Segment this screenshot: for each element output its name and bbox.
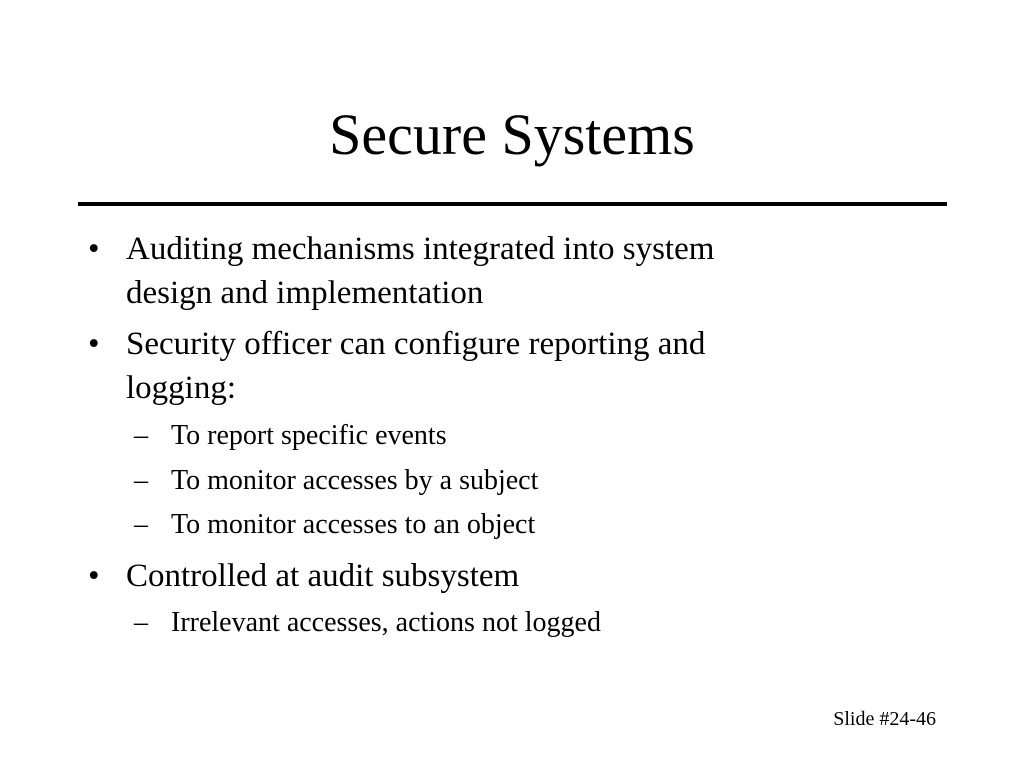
dash-marker: – (134, 465, 148, 496)
dash-marker: – (134, 420, 148, 451)
sub-item-text: To monitor accesses to an object (171, 509, 536, 540)
dash-marker: – (134, 509, 148, 540)
sub-item-monitor-object (134, 506, 536, 544)
dash-marker: – (134, 607, 148, 638)
bullet-marker: • (88, 231, 100, 267)
bullet-text-line: design and implementation (126, 275, 484, 311)
sub-item-report-specific-events (134, 417, 447, 455)
bullet-text-line: Auditing mechanisms integrated into system (126, 231, 715, 267)
bullet-item-security-officer (88, 322, 706, 410)
sub-item-irrelevant-accesses (134, 604, 601, 642)
bullet-marker: • (88, 558, 100, 594)
sub-item-text: To monitor accesses by a subject (171, 465, 539, 496)
sub-item-text: To report specific events (171, 420, 447, 451)
bullet-marker: • (88, 326, 100, 362)
slide-number: Slide #24-46 (833, 708, 936, 730)
bullet-item-auditing-mechanisms (88, 227, 715, 315)
bullet-text-line: Controlled at audit subsystem (126, 558, 520, 594)
bullet-text-line: Security officer can configure reporting and (126, 326, 706, 362)
bullet-item-audit-subsystem (88, 554, 520, 598)
sub-item-text: Irrelevant accesses, actions not logged (171, 607, 601, 638)
sub-item-monitor-subject (134, 462, 539, 500)
bullet-text-line: logging: (126, 370, 237, 406)
slide-title: Secure Systems (329, 102, 695, 167)
